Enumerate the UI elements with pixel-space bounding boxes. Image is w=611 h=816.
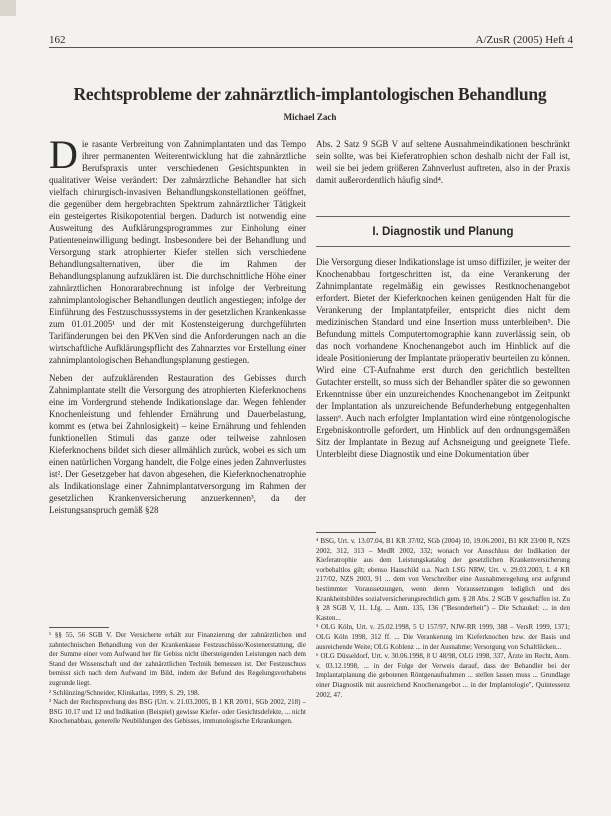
section-heading: I. Diagnostik und Planung xyxy=(316,216,570,247)
intro-paragraph-text: ie rasante Verbreitung von Zahnimplantaten und das Tempo ihrer permanenten Weiterentwicklung hat die zahnärztliche Berufspraxis unter verschiedenen Gesichtspunkten in qualitativer Weise verändert: Der zahnärztliche Behandler hat sich vielfach chirurgisch-invasiven Behandlungskonstellationen geöffnet, die gegenüber dem hergebrachten Spektrum zahnärztlicher Tätigkeit ein gesteigertes Risikopotential bergen. Dadurch ist notwendig eine Ausweitung des Aufklärungsprogrammes zur Einholung einer Patienteneinwilligung bedingt. Insbesondere bei der Behandlung und Versorgung stark atrophierter Kiefer stellen sich verschiedene Behandlungsalternativen, über die im Rahmen der Behandlungsplanung aufzuklären ist. Die durchschnittliche Höhe einer zahnärztlichen Honorarabrechnung ist infolge der Verbreitung zahnimplantologischer Behandlungen deutlich angestiegen; infolge der Einführung des Festzuschusssystems in der gesetzlichen Krankenkasse zum 01.01.2005¹ und der mit Kostensteigerung durchgeführten Tarifänderungen bei den PKVen sind die Anforderungen nach an die wirtschaftliche Aufklärungspflicht des Zahnarztes vor Erstellung einer zahnimplantologischen Behandlungsplanung gestiegen. xyxy=(49,139,306,365)
right-footnote-rule xyxy=(316,532,376,533)
footnote-6: ⁶ OLG Düsseldorf, Urt. v. 30.06.1998, 8 U 48/98, OLG 1998, 337, Ärzte im Recht, Anm. v. 03.12.1998, ... in der Folge der Verweis darauf, dass der Behandler bei der Implantatplanung die gebotenen Röntgenaufnahmen ... stellen lassen muss ... Grundlage einer Diagnostik mit ausreichend Knochenangebot ... in der Implantologie", Quintessenz 2002, 47. xyxy=(316,652,570,699)
scan-corner-shadow xyxy=(0,0,16,16)
right-body-text xyxy=(316,256,570,460)
left-footnote-rule xyxy=(49,627,109,628)
right-intro-text xyxy=(316,138,570,186)
header-rule xyxy=(49,47,573,48)
drop-cap: D xyxy=(49,132,78,177)
footnote-3: ³ Nach der Rechtsprechung des BSG (Urt. v. 21.03.2005, B 1 KR 20/01, SGb 2002, 218) – BSG 10.17 und 12 und Indikation (Beispiel) gewisse Kiefer- oder Gesichtsdefekte, ... nicht Knochenabbau, generelle Neubildungen des Gebisses, immunologische Erkrankungen. xyxy=(49,698,306,726)
page-number: 162 xyxy=(49,34,66,46)
right-footnotes xyxy=(316,537,570,700)
footnote-5: ⁵ OLG Köln, Urt. v. 25.02.1998, 5 U 157/97, NJW-RR 1999, 388 – VersR 1999, 1371; OLG Köln 1998, 312 ff. ... Die Verankerung im Kieferknochen bzw. der Basis und ausreichende Weite; OLG Koblenz ... in der Ausnahme; Versorgung von Schaltlücken... xyxy=(316,623,570,651)
footnote-2: ² Schlünzing/Schneider, Klinikatlas, 1999, S. 29, 198. xyxy=(49,688,200,697)
right-intro-paragraph: Abs. 2 Satz 9 SGB V auf seltene Ausnahmeindikationen beschränkt sein sollte, was bei Kieferatrophien schon deshalb nicht der Fall ist, weil sie bei jedem größeren Zahnverlust auftreten, also in der Praxis damit außerordentlich häufig sind⁴. xyxy=(316,139,570,185)
left-text-column xyxy=(49,132,306,516)
article-author: Michael Zach xyxy=(283,112,337,122)
footnote-4: ⁴ BSG, Urt. v. 13.07.04, B1 KR 37/02, SGb (2004) 10, 19.06.2001, B1 KR 23/00 R, NZS 2002, 312, 313 – MedR 2002, 332; wonach vor Ausschluss der Indikation der Kieferatrophie aus dem Leistungskatalog der gesetzlichen Krankenversicherung vorbehaltlos gilt; ebenso Hauschild u.a. Nach LSG NRW, Urt. v. 29.03.2003, L 4 KR 217/02, NZS 2003, 91 ... dem von Verschreiber eine Ausnahmeregelung erst aufgrund bestimmter Voraussetzungen, wenn deren Voraussetzungen lediglich und des Krankheitsbildes sozialversicherungsrechtlich gem. § 28 Abs. 2 SGB V geschaffen ist. Zu § 28 SGB V, 11. Lfg. ... Anm. 135, 136 ("Besonderheit") – Die Schaukel: ... in den Kasten... xyxy=(316,537,570,622)
footnote-1: ¹ §§ 55, 56 SGB V. Der Versicherte erhält zur Finanzierung der zahnärztlichen und zahntechnischen Behandlung von der Krankenkasse Festzuschüsse/Kostenerstattung, die der Summe einer vom Aufwand her für Gebiss nicht übersteigenden Leistungen nach dem Stand der Wissenschaft und der zahnärztlichen Technik bemessen ist. Der Festzuschuss bemisst sich nach dem Aufwand im Bild, indem der Befund des Regelungsvorhabens zugrunde liegt. xyxy=(49,631,306,687)
section-paragraph: Die Versorgung dieser Indikationslage ist umso diffiziler, je weiter der Knochenabbau fortgeschritten ist, da eine Verankerung der Zahnimplantate regelmäßig ein gewisses Restknochenangebot erfordert. Bietet der Kieferknochen keinen genügenden Halt für die Verankerung der Implantatpfeiler, entspricht dies nicht dem medizinischen Standard und eine Insertion muss unterbleiben⁵. Die Befundung mittels Computertomographie kann zuverlässig sein, ob das noch vorhandene Knochenangebot auch im Hinblick auf die ideale Positionierung der Implantate präoperativ beurteilen zu können. Wird eine CT-Aufnahme erst durch den gerichtlich bestellten Gutachter erstellt, so muss sich der Behandler später die so gewonnen Erkenntnisse über ein unzureichendes Knochenangebot im Zeitpunkt der Implantation als unzureichende Befunderhebung entgegenhalten lassen⁶. Auch nach erfolgter Implantation wird eine röntgenologische Ergebniskontrolle gefordert, um Hinblick auf den ordnungsgemäßen Sitz der Implantate in Bezug auf Achsneigung und geeignete Tiefe. Unterbleibt diese Diagnostik und eine Dokumentation über xyxy=(316,257,570,459)
journal-reference: A/ZusR (2005) Heft 4 xyxy=(475,34,573,46)
left-footnotes xyxy=(49,631,306,727)
intro-paragraph xyxy=(49,132,306,366)
second-paragraph: Neben der aufzuklärenden Restauration des Gebisses durch Zahnimplantate stellt die Versorgung des atrophierten Kieferknochens eine im Vordergrund stehende Indikationslage dar. Wegen fehlender Knochenleistung und fehlender Ernährung und Dauerbelastung, kommt es (etwa bei Zahnlosigkeit) – keine Ernährung und fehlenden funktionellen Stimuli das ganze oder teilweise zahnlosen Kieferknochens bildet sich dieser allmählich zurück, wobei es sich um einen natürlichen Vorgang handelt, die Folge eines jeden Zahnverlustes ist². Der Gesetzgeber hat davon abgesehen, die Kieferknochenatrophie als Indikationslage einer Zahnimplantatversorgung im Rahmen der gesetzlichen Krankenversicherung anzuerkennen³, da der Leistungsanspruch gemäß §28 xyxy=(49,373,306,515)
article-title: Rechtsprobleme der zahnärztlich-implantologischen Behandlung xyxy=(73,84,547,104)
